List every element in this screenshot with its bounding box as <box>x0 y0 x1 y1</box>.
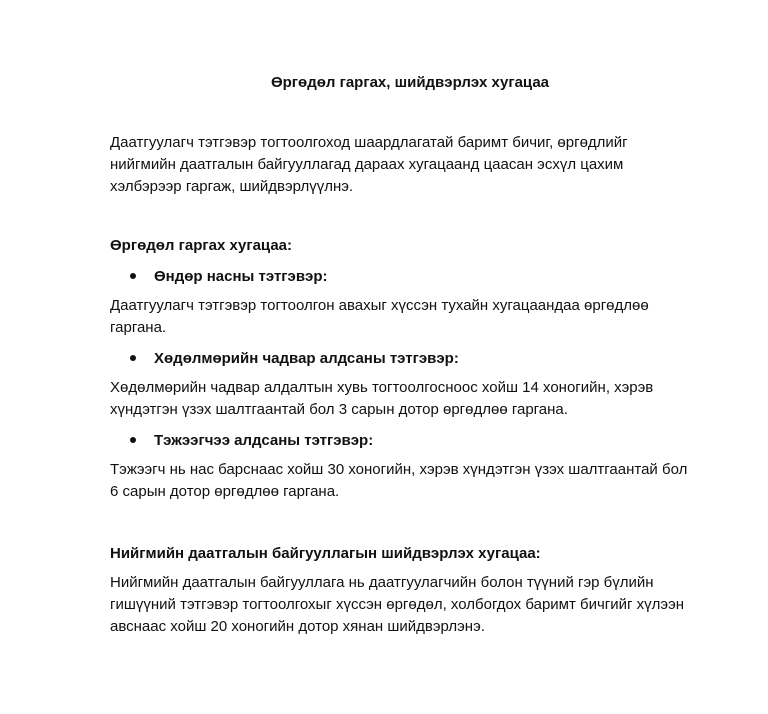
paragraph-line: 6 сарын дотор өргөдлөө гаргана. <box>110 483 340 500</box>
bullet-item-survivor-pension <box>130 432 373 450</box>
paragraph-line: гишүүний тэтгэвэр тогтоолгохыг хүссэн өргөдөл, холбогдох баримт бичгийг хүлээн <box>110 596 685 613</box>
bullet-label: Тэжээгчээ алдсаны тэтгэвэр: <box>154 432 374 449</box>
intro-line: Даатгуулагч тэтгэвэр тогтоолгоход шаардлагатай баримт бичиг, өргөдлийг <box>110 134 628 151</box>
bullet-item-old-age-pension <box>130 268 328 286</box>
paragraph-line: Хөдөлмөрийн чадвар алдалтын хувь тогтоолгосноос хойш 14 хоногийн, хэрэв <box>110 379 654 396</box>
paragraph-line: авснаас хойш 20 хоногийн дотор хянан шийдвэрлэнэ. <box>110 618 485 635</box>
paragraph-line: Тэжээгч нь нас барснаас хойш 30 хоногийн, хэрэв хүндэтгэн үзэх шалтгаантай бол <box>110 461 688 478</box>
disability-pension-text <box>110 377 730 421</box>
section-heading-decision: Нийгмийн даатгалын байгууллагын шийдвэрлэх хугацаа: <box>110 545 541 562</box>
paragraph-line: Нийгмийн даатгалын байгууллага нь даатгуулагчийн болон түүний гэр бүлийн <box>110 574 654 591</box>
intro-paragraph <box>110 132 730 198</box>
document-title: Өргөдөл гаргах, шийдвэрлэх хугацаа <box>270 74 550 91</box>
bullet-item-disability-pension <box>130 350 459 368</box>
old-age-pension-text <box>110 295 730 339</box>
paragraph-line: гаргана. <box>110 319 167 336</box>
intro-line: хэлбэрээр гаргаж, шийдвэрлүүлнэ. <box>110 178 354 195</box>
survivor-pension-text <box>110 459 730 503</box>
intro-line: нийгмийн даатгалын байгууллагад дараах хугацаанд цаасан эсхүл цахим <box>110 156 624 173</box>
bullet-icon <box>130 273 136 279</box>
section-heading-submission: Өргөдөл гаргах хугацаа: <box>110 237 293 254</box>
bullet-label: Өндөр насны тэтгэвэр: <box>154 268 328 285</box>
bullet-label: Хөдөлмөрийн чадвар алдсаны тэтгэвэр: <box>154 350 459 367</box>
paragraph-line: Даатгуулагч тэтгэвэр тогтоолгон авахыг хүссэн тухайн хугацаандаа өргөдлөө <box>110 297 649 314</box>
decision-paragraph <box>110 572 730 638</box>
bullet-icon <box>130 437 136 443</box>
paragraph-line: хүндэтгэн үзэх шалтгаантай бол 3 сарын дотор өргөдлөө гаргана. <box>110 401 568 418</box>
bullet-icon <box>130 355 136 361</box>
